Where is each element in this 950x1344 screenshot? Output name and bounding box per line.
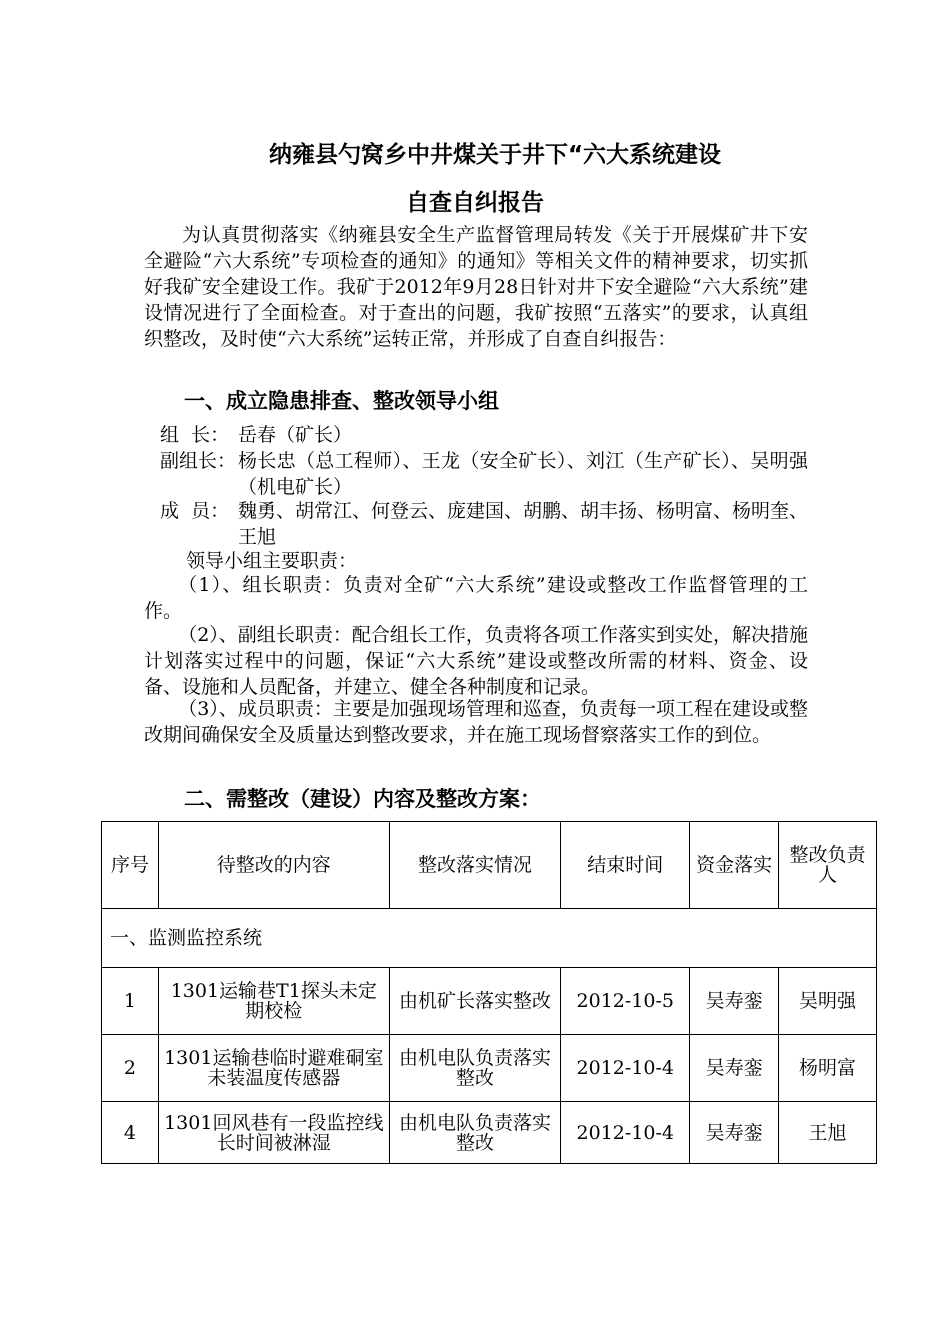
document-title-line1: 纳雍县勺窝乡中井煤关于井下“六大系统建设 — [268, 142, 722, 168]
cell-owner: 吴明强 — [779, 968, 877, 1035]
deputy-value: 杨长忠（总工程师）、王龙（安全矿长）、刘江（生产矿长）、吴明强（机电矿长） — [238, 450, 808, 498]
header-content: 待整改的内容 — [158, 822, 389, 909]
cell-status: 由机电队负责落实整改 — [389, 1102, 561, 1164]
table-row — [102, 1035, 877, 1102]
cell-no: 2 — [102, 1035, 159, 1102]
cell-no: 4 — [102, 1102, 159, 1164]
cell-no: 1 — [102, 968, 159, 1035]
duty-2: （2）、副组长职责：配合组长工作，负责将各项工作落实到实处，解决措施计划落实过程中的问题，保证“六大系统”建设或整改所需的材料、资金、设备、设施和人员配备，并建立、健全各种制度和记录。 — [144, 624, 808, 698]
section-row-label: 一、监测监控系统 — [102, 909, 877, 968]
table-header-row — [102, 822, 877, 909]
cell-fund: 吴寿銮 — [690, 1102, 779, 1164]
cell-content: 1301回风巷有一段监控线长时间被淋湿 — [158, 1102, 389, 1164]
table-section-row — [102, 909, 877, 968]
header-status: 整改落实情况 — [389, 822, 561, 909]
cell-fund: 吴寿銮 — [690, 1035, 779, 1102]
duties-intro: 领导小组主要职责： — [186, 550, 358, 572]
section1-heading: 一、成立隐患排查、整改领导小组 — [184, 389, 499, 413]
cell-content: 1301运输巷T1探头未定期校检 — [158, 968, 389, 1035]
table-row — [102, 1102, 877, 1164]
rectification-table — [101, 821, 877, 1164]
cell-content: 1301运输巷临时避难硐室未装温度传感器 — [158, 1035, 389, 1102]
header-owner: 整改负责人 — [779, 822, 877, 909]
cell-fund: 吴寿銮 — [690, 968, 779, 1035]
members-value: 魏勇、胡常江、何登云、庞建国、胡鹏、胡丰扬、杨明富、杨明奎、王旭 — [238, 500, 809, 548]
header-fund: 资金落实 — [690, 822, 779, 909]
duty-1: （1）、组长职责：负责对全矿“六大系统”建设或整改工作监督管理的工作。 — [144, 574, 808, 622]
deputy-label: 副组长： — [160, 450, 237, 472]
cell-end-time: 2012-10-4 — [561, 1035, 690, 1102]
header-no: 序号 — [102, 822, 159, 909]
members-label: 成 员： — [160, 500, 230, 522]
cell-owner: 王旭 — [779, 1102, 877, 1164]
cell-end-time: 2012-10-4 — [561, 1102, 690, 1164]
section2-heading: 二、需整改（建设）内容及整改方案： — [184, 787, 541, 811]
cell-status: 由机矿长落实整改 — [389, 968, 561, 1035]
header-end-time: 结束时间 — [561, 822, 690, 909]
duty-3: （3）、成员职责：主要是加强现场管理和巡查，负责每一项工程在建设或整改期间确保安全及质量达到整改要求，并在施工现场督察落实工作的到位。 — [144, 698, 808, 746]
cell-owner: 杨明富 — [779, 1035, 877, 1102]
intro-paragraph: 为认真贯彻落实《纳雍县安全生产监督管理局转发《关于开展煤矿井下安全避险“六大系统”专项检查的通知》的通知》等相关文件的精神要求，切实抓好我矿安全建设工作。我矿于2012年9月28日针对井下安全避险“六大系统”建设情况进行了全面检查。对于查出的问题，我矿按照“五落实”的要求，认真组织整改，及时使“六大系统”运转正常，并形成了自查自纠报告： — [144, 224, 808, 350]
cell-end-time: 2012-10-5 — [561, 968, 690, 1035]
leader-label: 组 长： — [160, 424, 230, 446]
document-title-line2: 自查自纠报告 — [406, 190, 544, 216]
table-row — [102, 968, 877, 1035]
cell-status: 由机电队负责落实整改 — [389, 1035, 561, 1102]
leader-value: 岳春（矿长） — [238, 424, 353, 446]
